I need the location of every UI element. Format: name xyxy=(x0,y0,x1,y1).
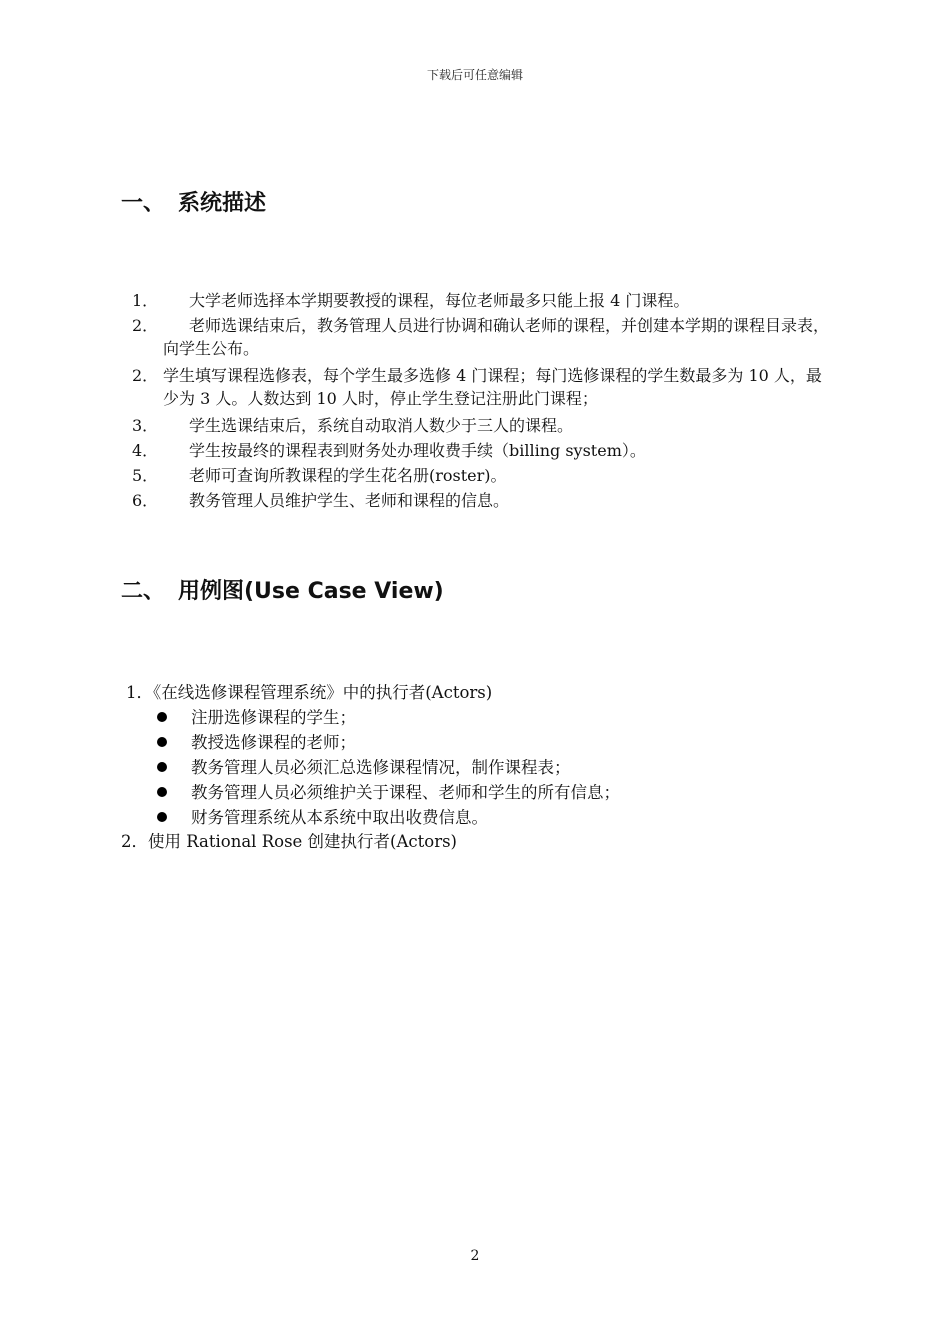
list-item-marker: 5． xyxy=(132,466,159,485)
bullet-icon xyxy=(157,812,167,822)
actor-text: 注册选修课程的学生； xyxy=(191,708,356,727)
list-item-marker: 3． xyxy=(132,416,159,435)
rational-rose-line: 2．使用 Rational Rose 创建执行者(Actors) xyxy=(121,832,457,851)
actor-text: 教务管理人员必须汇总选修课程情况，制作课程表； xyxy=(191,758,571,777)
bullet-icon xyxy=(157,787,167,797)
list-item-marker: 2． xyxy=(132,366,159,385)
actor-list-item xyxy=(157,730,356,755)
actor-list-item xyxy=(157,755,571,780)
bullet-icon xyxy=(157,737,167,747)
section-heading-system-description xyxy=(121,186,266,217)
list-item-text: 老师可查询所教课程的学生花名册(roster)。 xyxy=(189,466,507,485)
actor-text: 教务管理人员必须维护关于课程、老师和学生的所有信息； xyxy=(191,783,620,802)
section-title: 系统描述 xyxy=(178,191,267,216)
actor-list-item xyxy=(157,780,620,805)
list-item-text: 学生按最终的课程表到财务处办理收费手续（billing system）。 xyxy=(189,441,646,460)
list-item-text: 大学老师选择本学期要教授的课程，每位老师最多只能上报 4 门课程。 xyxy=(189,291,690,310)
list-item-marker: 2． xyxy=(132,316,159,335)
actor-text: 财务管理系统从本系统中取出收费信息。 xyxy=(191,808,488,827)
page-number: 2 xyxy=(470,1248,480,1264)
bullet-icon xyxy=(157,762,167,772)
actor-text: 教授选修课程的老师； xyxy=(191,733,356,752)
section-number: 一、 xyxy=(121,191,166,216)
section-heading-use-case-view xyxy=(121,574,444,605)
list-item-text: 学生选课结束后，系统自动取消人数少于三人的课程。 xyxy=(189,416,574,435)
list-item-marker: 4． xyxy=(132,441,159,460)
section-number: 二、 xyxy=(121,579,166,604)
list-item-marker: 1． xyxy=(132,291,159,310)
section-title: 用例图(Use Case View) xyxy=(178,579,444,604)
list-item-marker: 6． xyxy=(132,491,159,510)
list-item-text: 老师选课结束后，教务管理人员进行协调和确认老师的课程，并创建本学期的课程目录表，向学生公布。 xyxy=(163,316,830,358)
list-item-text: 学生填写课程选修表，每个学生最多选修 4 门课程；每门选修课程的学生数最多为 10 人，最少为 3 人。人数达到 10 人时，停止学生登记注册此门课程； xyxy=(163,366,822,408)
bullet-icon xyxy=(157,712,167,722)
actor-list-item xyxy=(157,705,356,730)
header-note: 下载后可任意编辑 xyxy=(426,68,523,82)
list-item-text: 教务管理人员维护学生、老师和课程的信息。 xyxy=(189,491,510,510)
actors-intro: 1．《在线选修课程管理系统》中的执行者(Actors) xyxy=(126,683,493,702)
actor-list-item xyxy=(157,805,488,830)
